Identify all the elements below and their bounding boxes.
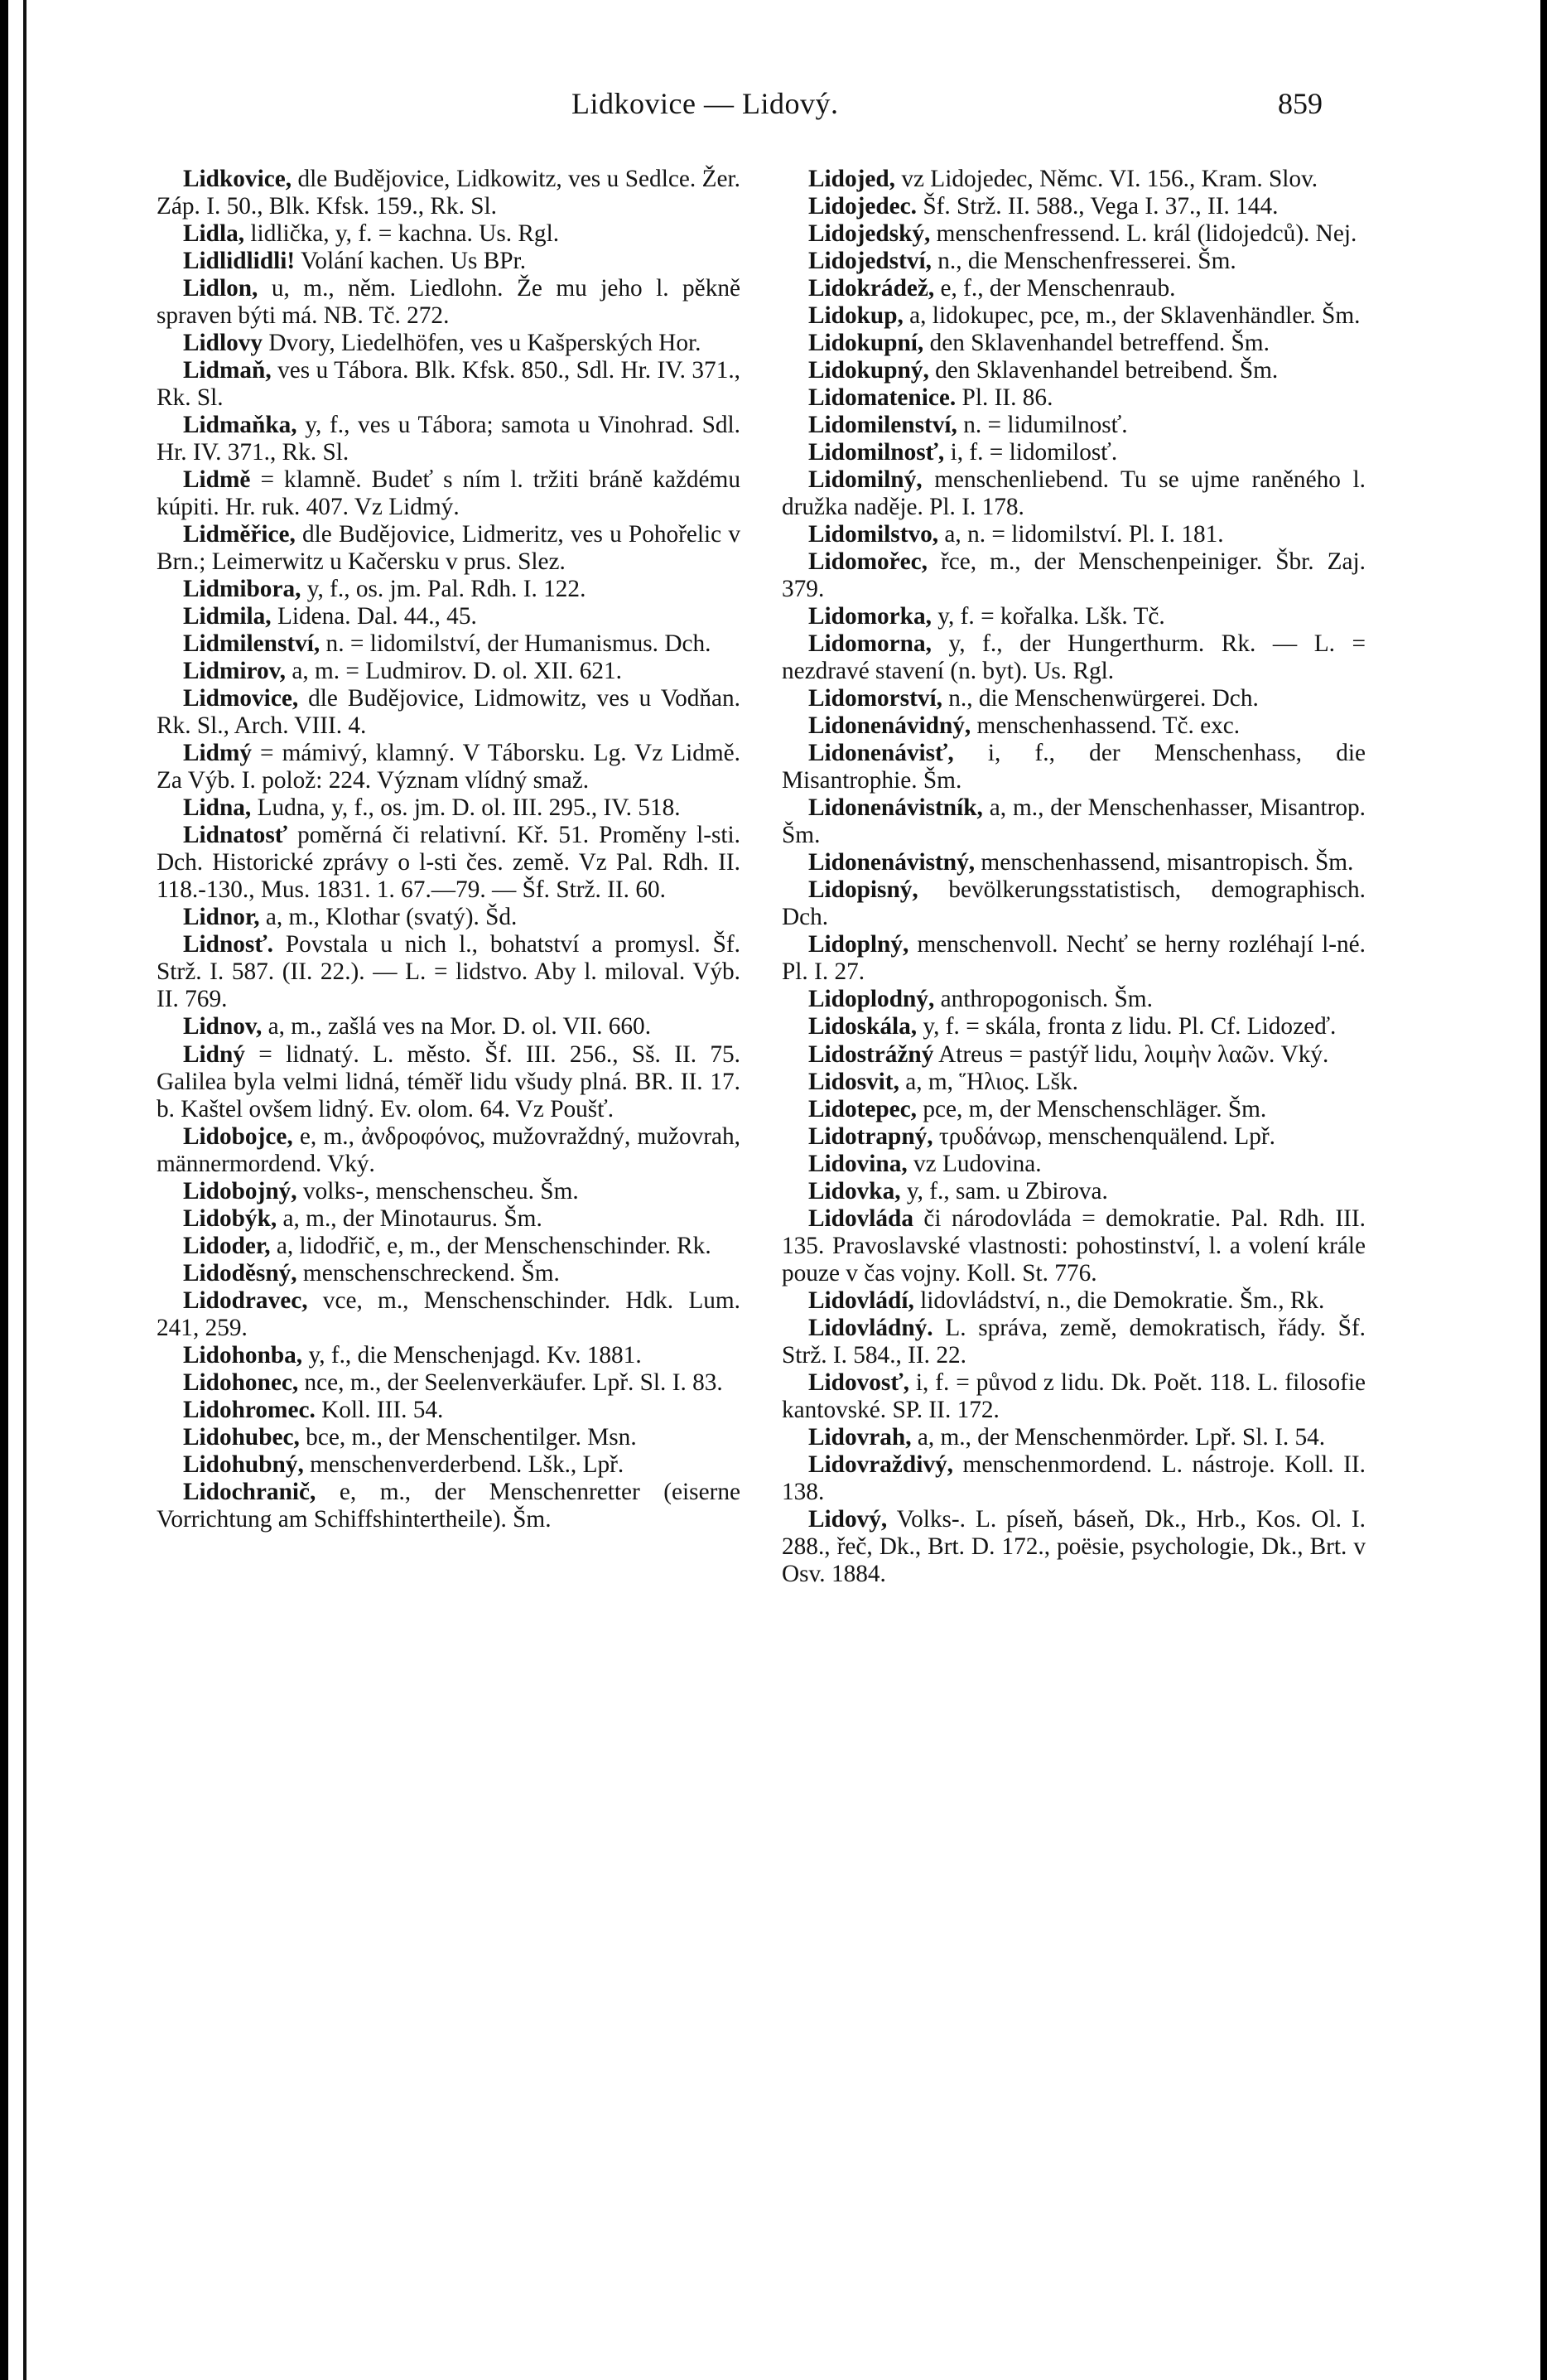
dictionary-entry [157,1369,740,1397]
dictionary-entry [157,576,740,603]
entry-definition: Povstala u nich l., bohatství a promysl. Šf. Strž. I. 587. (II. 22.). — L. = lidstvo. Aby l. miloval. Výb. II. 769. [157,931,740,1013]
dictionary-entry [157,1479,740,1533]
entry-headword: Lidoder, [183,1232,271,1259]
entry-headword: Lidomorství, [808,685,942,712]
entry-headword: Lidlidlidli! [183,248,296,275]
entry-definition: menschenhassend, misantropisch. Šm. [975,849,1354,876]
dictionary-entry [782,439,1366,466]
dictionary-entry [782,412,1366,439]
dictionary-entry [157,330,740,357]
dictionary-entry [157,220,740,248]
entry-definition: e, m., ἀνδροφόνος, mužovraždný, mužovrah, männermordend. Vký. [157,1122,740,1177]
entry-headword: Lidojed, [808,166,895,192]
dictionary-entry [157,412,740,466]
dictionary-entry [782,740,1366,794]
dictionary-entry [157,1205,740,1233]
entry-headword: Lidotrapný, [808,1122,933,1150]
entry-headword: Lidobojce, [183,1122,293,1150]
entry-headword: Lidměřice, [183,521,296,548]
entry-headword: Lidonenávisť, [808,740,954,767]
entry-headword: Lidoděsný, [183,1259,297,1287]
dictionary-entry [157,166,740,220]
dictionary-entry [782,986,1366,1013]
entry-headword: Lidnor, [183,904,260,931]
entry-headword: Lidovládí, [808,1287,914,1314]
dictionary-entry [782,1151,1366,1178]
entry-headword: Lidokupní, [808,330,924,357]
entry-definition: anthropogonisch. Šm. [934,986,1153,1013]
entry-headword: Lidnosť. [183,931,273,958]
dictionary-entry [157,1424,740,1451]
dictionary-entry [782,1315,1366,1369]
entry-headword: Lidovraždivý, [808,1451,953,1478]
entry-headword: Lidochranič, [183,1478,316,1505]
dictionary-entry [782,330,1366,357]
entry-definition: = klamně. Budeť s ním l. tržiti bráně každému kúpiti. Hr. ruk. 407. Vz Lidmý. [157,466,740,521]
entry-definition: den Sklavenhandel betreibend. Šm. [928,357,1279,384]
dictionary-entry [782,166,1366,193]
entry-headword: Lidmaňka, [183,412,297,439]
dictionary-entry [157,1451,740,1479]
dictionary-entry [782,685,1366,712]
dictionary-entry [157,1123,740,1178]
entry-definition: volks-, menschenscheu. Šm. [296,1177,579,1204]
entry-definition: ves u Tábora. Blk. Kfsk. 850., Sdl. Hr. IV. 371., Rk. Sl. [157,357,740,412]
entry-definition: L. správa, země, demokratisch, řády. Šf. Strž. I. 584., II. 22. [782,1314,1366,1369]
scan-edge-right [1540,0,1547,2380]
dictionary-entry [782,1287,1366,1315]
entry-headword: Lidojedský, [808,220,931,248]
entry-definition: dle Budějovice, Lidmeritz, ves u Pohořelic v Brn.; Leimerwitz u Kačersku v prus. Slez. [157,521,740,576]
dictionary-entry [782,876,1366,931]
dictionary-entry [782,220,1366,248]
entry-headword: Lidlon, [183,275,258,302]
dictionary-entry [782,1013,1366,1040]
entry-headword: Lidojedství, [808,248,932,275]
entry-headword: Lidomilnosť, [808,439,945,466]
dictionary-entry [782,1123,1366,1151]
dictionary-entry [157,357,740,412]
entry-definition: poměrná či relativní. Kř. 51. Proměny l-sti. Dch. Historické zprávy o l-sti čes. země. Vz Pal. Rdh. II. 118.-130., Mus. 1831. 1. 67.—79. — Šf. Strž. II. 60. [157,822,740,904]
entry-definition: či národovláda = demokratie. Pal. Rdh. III. 135. Pravoslavské vlastnosti: pohostinství, l. a volení krále pouze v čas vojny. Koll. St. 776. [782,1204,1366,1287]
entry-headword: Lidový, [808,1505,888,1533]
entry-definition: vz Lidojedec, Němc. VI. 156., Kram. Slov. [895,166,1318,192]
running-title: Lidkovice — Lidový. [571,87,839,120]
dictionary-entry [157,1041,740,1123]
dictionary-entry [157,931,740,1013]
entry-headword: Lidla, [183,220,245,248]
entry-headword: Lidokrádež, [808,275,935,302]
entry-headword: Lidomilstvo, [808,521,939,548]
entry-definition: vce, m., Menschenschinder. Hdk. Lum. 241, 259. [157,1287,740,1341]
entry-headword: Lidovládný. [808,1314,933,1341]
entry-definition: dle Budějovice, Lidmowitz, ves u Vodňan. Rk. Sl., Arch. VIII. 4. [157,685,740,740]
entry-headword: Lidonenávidný, [808,712,971,740]
entry-definition: a, m. = Ludmirov. D. ol. XII. 621. [286,658,623,685]
entry-definition: dle Budějovice, Lidkowitz, ves u Sedlce. Žer. Záp. I. 50., Blk. Kfsk. 159., Rk. Sl. [157,166,740,220]
entry-definition: a, m., der Minotaurus. Šm. [277,1204,542,1232]
entry-headword: Lidovosť, [808,1369,909,1396]
entry-headword: Lidohonec, [183,1369,299,1396]
entry-definition: bce, m., der Menschentilger. Msn. [299,1423,637,1451]
entry-headword: Lidopisný, [808,876,918,904]
entry-headword: Lidlovy [183,330,263,357]
entry-headword: Lidojedec. [808,193,918,220]
entry-definition: y, f. = kořalka. Lšk. Tč. [931,603,1165,630]
entry-headword: Lidoplný, [808,931,909,958]
dictionary-entry [782,1424,1366,1451]
entry-headword: Lidotepec, [808,1095,918,1122]
dictionary-entry [782,1451,1366,1506]
entry-headword: Lidomorna, [808,630,932,658]
dictionary-entry [782,248,1366,275]
entry-definition: pce, m, der Menschenschläger. Šm. [917,1095,1267,1122]
entry-definition: Atreus = pastýř lidu, λοιμὴν λαῶν. Vký. [933,1040,1329,1068]
dictionary-entry [782,1506,1366,1588]
entry-headword: Lidovrah, [808,1423,912,1451]
entry-headword: Lidmirov, [183,658,286,685]
entry-headword: Lidohubec, [183,1423,300,1451]
entry-definition: Koll. III. 54. [315,1396,444,1423]
entry-headword: Lidomilenství, [808,412,957,439]
entry-definition: y, f., die Menschenjagd. Kv. 1881. [302,1341,642,1369]
entry-headword: Lidomatenice. [808,384,957,412]
dictionary-entry [157,658,740,685]
dictionary-entry [157,603,740,630]
dictionary-entry [157,822,740,904]
dictionary-entry [157,275,740,330]
left-column [157,166,740,1533]
entry-definition: menschenhassend. Tč. exc. [971,712,1241,740]
dictionary-entry [782,275,1366,302]
dictionary-entry [782,603,1366,630]
entry-headword: Lidkovice, [183,166,292,192]
dictionary-entry [782,357,1366,384]
dictionary-entry [782,849,1366,876]
dictionary-entry [157,630,740,658]
entry-headword: Lidovláda [808,1204,914,1232]
entry-headword: Lidohromec. [183,1396,316,1423]
entry-headword: Lidokupný, [808,357,929,384]
scan-edge-line [23,0,27,2380]
entry-headword: Lidovina, [808,1150,908,1177]
dictionary-entry [782,1096,1366,1123]
entry-definition: e, f., der Menschenraub. [934,275,1176,302]
entry-definition: y, f., os. jm. Pal. Rdh. I. 122. [301,576,586,603]
entry-definition: Lidena. Dal. 44., 45. [271,603,477,630]
dictionary-entry [157,740,740,794]
entry-headword: Lidostrážný [808,1040,934,1068]
entry-headword: Lidmovice, [183,685,299,712]
dictionary-entry [782,384,1366,412]
entry-definition: Pl. II. 86. [956,384,1053,412]
dictionary-entry [157,1342,740,1369]
entry-definition: menschenverderbend. Lšk., Lpř. [303,1451,624,1478]
entry-definition: a, n. = lidomilství. Pl. I. 181. [938,521,1224,548]
dictionary-entry [157,904,740,931]
entry-definition: n., die Menschenfresserei. Šm. [931,248,1236,275]
dictionary-entry [157,794,740,822]
entry-definition: bevölkerungsstatistisch, demographisch. Dch. [782,876,1366,931]
entry-definition: τρυδάνωρ, menschenquälend. Lpř. [933,1122,1275,1150]
dictionary-entry [157,1178,740,1205]
dictionary-entry [782,1205,1366,1287]
entry-definition: Volks-. L. píseň, báseň, Dk., Hrb., Kos. Ol. I. 288., řeč, Dk., Brt. D. 172., poësie, psychologie, Dk., Brt. v Osv. 1884. [782,1505,1366,1587]
dictionary-entry [157,466,740,521]
dictionary-entry [782,1041,1366,1069]
entry-definition: den Sklavenhandel betreffend. Šm. [923,330,1270,357]
entry-definition: nce, m., der Seelenverkäufer. Lpř. Sl. I. 83. [298,1369,723,1396]
dictionary-entry [782,1178,1366,1205]
entry-headword: Lidosvit, [808,1068,899,1095]
entry-definition: = mámivý, klamný. V Táborsku. Lg. Vz Lidmě. Za Výb. I. polož: 224. Význam vlídný smaž. [157,740,740,794]
entry-headword: Lidmě [183,466,251,494]
dictionary-entry [782,302,1366,330]
entry-headword: Lidnatosť [183,822,287,849]
entry-definition: i, f., der Menschenhass, die Misantrophie. Šm. [782,740,1366,794]
dictionary-entry [157,248,740,275]
entry-headword: Lidmý [183,740,253,767]
entry-headword: Lidmibora, [183,576,301,603]
entry-definition: y, f. = skála, fronta z lidu. Pl. Cf. Lidozeď. [917,1013,1337,1040]
entry-definition: Šf. Strž. II. 588., Vega I. 37., II. 144. [917,193,1279,220]
entry-headword: Lidna, [183,794,252,822]
dictionary-entry [782,931,1366,986]
entry-definition: u, m., něm. Liedlohn. Že mu jeho l. pěkně spraven býti má. NB. Tč. 272. [157,275,740,330]
entry-headword: Lidoplodný, [808,986,935,1013]
dictionary-entry [157,1233,740,1260]
entry-definition: y, f., sam. u Zbirova. [900,1177,1108,1204]
entry-headword: Lidovka, [808,1177,901,1204]
entry-headword: Lidobýk, [183,1204,277,1232]
entry-definition: menschenmordend. L. nástroje. Koll. II. 138. [782,1451,1366,1505]
entry-definition: n. = lidomilství, der Humanismus. Dch. [320,630,711,658]
entry-headword: Lidomilný, [808,466,923,494]
entry-headword: Lidohubný, [183,1451,304,1478]
entry-definition: a, lidodřič, e, m., der Menschenschinder. Rk. [270,1232,711,1259]
entry-headword: Lidonenávistný, [808,849,976,876]
entry-definition: a, lidokupec, pce, m., der Sklavenhändler. Šm. [903,302,1361,330]
entry-definition: n. = lidumilnosť. [957,412,1128,439]
dictionary-entry [782,712,1366,740]
dictionary-entry [157,1397,740,1424]
dictionary-entry [157,1013,740,1040]
dictionary-entry [157,521,740,576]
entry-headword: Lidohonba, [183,1341,303,1369]
entry-headword: Lidnov, [183,1013,263,1040]
entry-definition: lidovládství, n., die Demokratie. Šm., Rk. [913,1287,1325,1314]
entry-definition: a, m., der Menschenhasser, Misantrop. Šm. [782,794,1366,849]
entry-headword: Lidný [183,1040,245,1068]
entry-headword: Lidomorka, [808,603,932,630]
dictionary-entry [782,1369,1366,1424]
dictionary-entry [157,1260,740,1287]
dictionary-entry [782,630,1366,685]
entry-definition: řce, m., der Menschenpeiniger. Šbr. Zaj. 379. [782,548,1366,603]
entry-definition: e, m., der Menschenretter (eiserne Vorrichtung am Schiffshintertheile). Šm. [157,1478,740,1533]
entry-headword: Lidomořec, [808,548,928,576]
entry-definition: menschenfressend. L. král (lidojedců). Nej. [930,220,1357,248]
entry-definition: i, f. = lidomilosť. [944,439,1118,466]
dictionary-entry [782,794,1366,849]
dictionary-entry [782,193,1366,220]
entry-headword: Lidonenávistník, [808,794,983,822]
entry-headword: Lidoskála, [808,1013,918,1040]
dictionary-entry [157,685,740,740]
entry-definition: menschenliebend. Tu se ujme raněného l. družka naděje. Pl. I. 178. [782,466,1366,521]
entry-headword: Lidokup, [808,302,904,330]
entry-definition: lidlička, y, f. = kachna. Us. Rgl. [244,220,560,248]
entry-definition: menschenschreckend. Šm. [296,1259,560,1287]
entry-headword: Lidmilenství, [183,630,320,658]
entry-headword: Lidmila, [183,603,272,630]
entry-definition: menschenvoll. Nechť se herny rozléhají l-né. Pl. I. 27. [782,931,1366,986]
dictionary-entry [782,521,1366,548]
entry-definition: a, m., zašlá ves na Mor. D. ol. VII. 660. [262,1013,652,1040]
entry-definition: y, f., ves u Tábora; samota u Vinohrad. Sdl. Hr. IV. 371., Rk. Sl. [157,412,740,466]
dictionary-entry [782,1069,1366,1096]
entry-headword: Lidmaň, [183,357,272,384]
entry-definition: y, f., der Hungerthurm. Rk. — L. = nezdravé stavení (n. byt). Us. Rgl. [782,630,1366,685]
entry-definition: i, f. = původ z lidu. Dk. Poět. 118. L. filosofie kantovské. SP. II. 172. [782,1369,1366,1423]
entry-definition: Dvory, Liedelhöfen, ves u Kašperských Hor. [263,330,701,357]
dictionary-entry [157,1287,740,1342]
entry-definition: a, m., Klothar (svatý). Šd. [259,904,518,931]
entry-definition: n., die Menschenwürgerei. Dch. [942,685,1259,712]
right-column [782,166,1366,1588]
scan-edge-left [0,0,8,2380]
dictionary-entry [782,548,1366,603]
entry-definition: a, m, Ἥλιος. Lšk. [899,1068,1078,1095]
page-number: 859 [1278,87,1323,120]
entry-definition: Volání kachen. Us BPr. [295,248,527,275]
entry-headword: Lidodravec, [183,1287,308,1314]
entry-definition: = lidnatý. L. město. Šf. III. 256., Sš. II. 75. Galilea byla velmi lidná, téměř lidu všudy plná. BR. II. 17. b. Kaštel ovšem lidný. Ev. olom. 64. Vz Poušť. [157,1040,740,1122]
entry-definition: vz Ludovina. [907,1150,1042,1177]
entry-headword: Lidobojný, [183,1177,297,1204]
entry-definition: a, m., der Menschenmörder. Lpř. Sl. I. 54. [911,1423,1326,1451]
entry-definition: Ludna, y, f., os. jm. D. ol. III. 295., IV. 518. [251,794,681,822]
dictionary-entry [782,466,1366,521]
